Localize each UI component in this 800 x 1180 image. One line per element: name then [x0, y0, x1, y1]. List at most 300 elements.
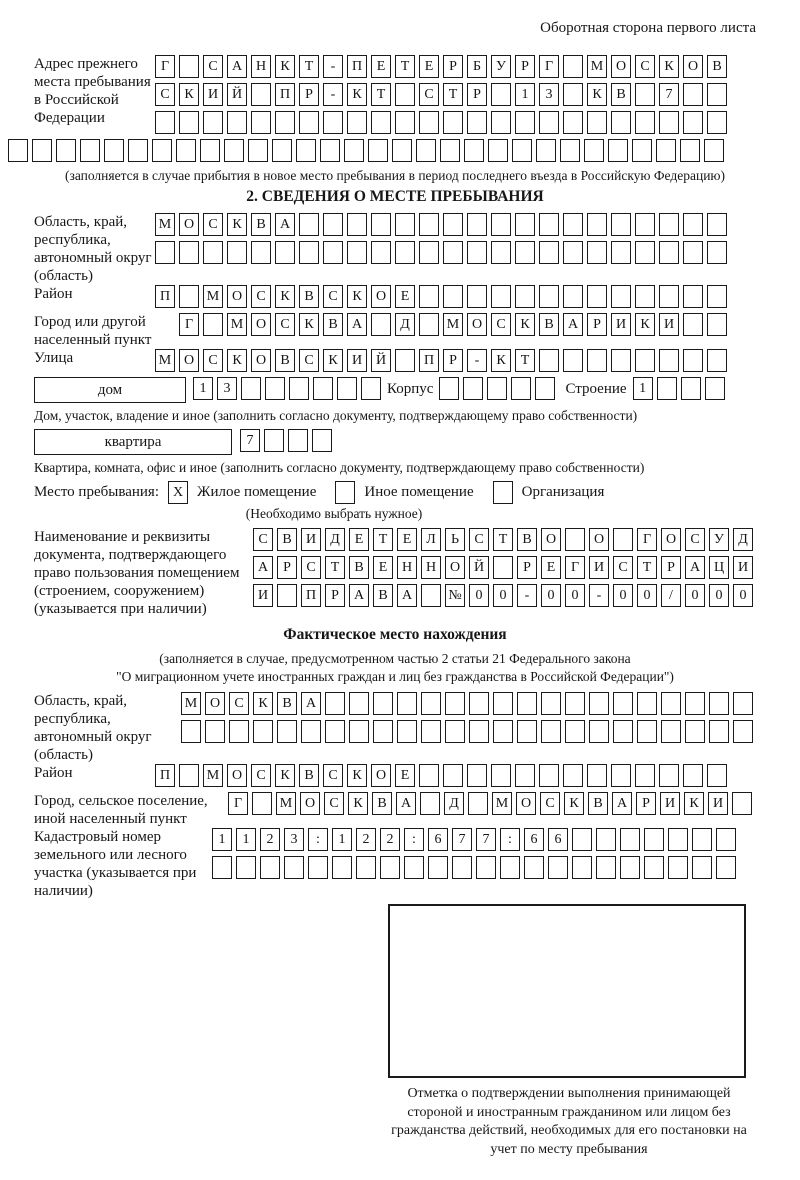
- char-box[interactable]: 0: [493, 584, 513, 607]
- char-box[interactable]: Р: [587, 313, 607, 336]
- char-box[interactable]: [468, 792, 488, 815]
- char-box[interactable]: [707, 213, 727, 236]
- char-box[interactable]: 0: [565, 584, 585, 607]
- apartment-type-box[interactable]: квартира: [34, 429, 232, 455]
- char-box[interactable]: [491, 213, 511, 236]
- char-box[interactable]: Т: [371, 83, 391, 106]
- char-box[interactable]: [565, 720, 585, 743]
- char-box[interactable]: [419, 111, 439, 134]
- char-box[interactable]: [443, 285, 463, 308]
- char-box[interactable]: [253, 720, 273, 743]
- char-box[interactable]: [613, 720, 633, 743]
- char-box[interactable]: [707, 764, 727, 787]
- char-box[interactable]: К: [659, 55, 679, 78]
- char-box[interactable]: [596, 828, 616, 851]
- char-box[interactable]: М: [443, 313, 463, 336]
- char-box[interactable]: [443, 241, 463, 264]
- char-box[interactable]: [709, 692, 729, 715]
- char-box[interactable]: И: [659, 313, 679, 336]
- char-box[interactable]: [491, 764, 511, 787]
- char-box[interactable]: Г: [637, 528, 657, 551]
- char-box[interactable]: [312, 429, 332, 452]
- char-box[interactable]: Й: [469, 556, 489, 579]
- char-box[interactable]: [707, 349, 727, 372]
- char-box[interactable]: С: [323, 285, 343, 308]
- char-box[interactable]: [419, 313, 439, 336]
- char-box[interactable]: П: [155, 764, 175, 787]
- char-box[interactable]: [707, 111, 727, 134]
- char-box[interactable]: [443, 111, 463, 134]
- char-box[interactable]: А: [612, 792, 632, 815]
- char-box[interactable]: [584, 139, 604, 162]
- char-box[interactable]: Р: [661, 556, 681, 579]
- char-box[interactable]: К: [684, 792, 704, 815]
- char-box[interactable]: В: [299, 285, 319, 308]
- char-box[interactable]: Р: [299, 83, 319, 106]
- char-box[interactable]: К: [253, 692, 273, 715]
- char-box[interactable]: [681, 377, 701, 400]
- char-box[interactable]: [563, 111, 583, 134]
- char-box[interactable]: [613, 692, 633, 715]
- char-box[interactable]: [683, 213, 703, 236]
- char-box[interactable]: [563, 349, 583, 372]
- char-box[interactable]: [611, 241, 631, 264]
- char-box[interactable]: [179, 764, 199, 787]
- char-box[interactable]: [541, 720, 561, 743]
- char-box[interactable]: [469, 692, 489, 715]
- char-box[interactable]: С: [155, 83, 175, 106]
- char-box[interactable]: [323, 241, 343, 264]
- char-box[interactable]: [248, 139, 268, 162]
- char-box[interactable]: И: [301, 528, 321, 551]
- char-box[interactable]: Р: [443, 55, 463, 78]
- char-box[interactable]: А: [227, 55, 247, 78]
- char-box[interactable]: М: [587, 55, 607, 78]
- char-box[interactable]: [325, 692, 345, 715]
- char-box[interactable]: [733, 720, 753, 743]
- char-box[interactable]: [611, 285, 631, 308]
- char-box[interactable]: [541, 692, 561, 715]
- char-box[interactable]: 1: [332, 828, 352, 851]
- char-box[interactable]: [709, 720, 729, 743]
- char-box[interactable]: [236, 856, 256, 879]
- char-box[interactable]: [515, 213, 535, 236]
- char-box[interactable]: [515, 764, 535, 787]
- char-box[interactable]: [491, 241, 511, 264]
- char-box[interactable]: О: [445, 556, 465, 579]
- char-box[interactable]: Е: [419, 55, 439, 78]
- char-box[interactable]: 0: [613, 584, 633, 607]
- char-box[interactable]: [560, 139, 580, 162]
- char-box[interactable]: [356, 856, 376, 879]
- char-box[interactable]: В: [611, 83, 631, 106]
- char-box[interactable]: [635, 241, 655, 264]
- char-box[interactable]: [572, 828, 592, 851]
- char-box[interactable]: [635, 764, 655, 787]
- char-box[interactable]: [589, 720, 609, 743]
- char-box[interactable]: [589, 692, 609, 715]
- char-box[interactable]: [488, 139, 508, 162]
- char-box[interactable]: В: [707, 55, 727, 78]
- char-box[interactable]: [493, 556, 513, 579]
- char-box[interactable]: [685, 720, 705, 743]
- char-box[interactable]: Т: [443, 83, 463, 106]
- char-box[interactable]: К: [179, 83, 199, 106]
- char-box[interactable]: [289, 377, 309, 400]
- char-box[interactable]: [320, 139, 340, 162]
- char-box[interactable]: [419, 285, 439, 308]
- char-box[interactable]: С: [491, 313, 511, 336]
- char-box[interactable]: [515, 111, 535, 134]
- char-box[interactable]: [416, 139, 436, 162]
- char-box[interactable]: -: [323, 83, 343, 106]
- char-box[interactable]: [179, 241, 199, 264]
- char-box[interactable]: [179, 285, 199, 308]
- char-box[interactable]: [313, 377, 333, 400]
- char-box[interactable]: С: [203, 213, 223, 236]
- char-box[interactable]: [587, 285, 607, 308]
- char-box[interactable]: В: [299, 764, 319, 787]
- char-box[interactable]: [332, 856, 352, 879]
- char-box[interactable]: [440, 139, 460, 162]
- char-box[interactable]: [445, 720, 465, 743]
- char-box[interactable]: К: [275, 285, 295, 308]
- char-box[interactable]: Т: [515, 349, 535, 372]
- char-box[interactable]: А: [347, 313, 367, 336]
- char-box[interactable]: В: [277, 528, 297, 551]
- char-box[interactable]: Е: [395, 285, 415, 308]
- char-box[interactable]: [152, 139, 172, 162]
- char-box[interactable]: М: [203, 764, 223, 787]
- char-box[interactable]: [428, 856, 448, 879]
- char-box[interactable]: [467, 213, 487, 236]
- char-box[interactable]: [563, 83, 583, 106]
- char-box[interactable]: [635, 349, 655, 372]
- char-box[interactable]: Д: [444, 792, 464, 815]
- char-box[interactable]: Й: [227, 83, 247, 106]
- char-box[interactable]: Н: [397, 556, 417, 579]
- char-box[interactable]: -: [323, 55, 343, 78]
- char-box[interactable]: [733, 692, 753, 715]
- char-box[interactable]: [419, 764, 439, 787]
- char-box[interactable]: [661, 720, 681, 743]
- char-box[interactable]: Р: [443, 349, 463, 372]
- char-box[interactable]: [347, 213, 367, 236]
- char-box[interactable]: К: [275, 55, 295, 78]
- char-box[interactable]: [421, 692, 441, 715]
- checkbox-organizacia[interactable]: [493, 481, 513, 504]
- char-box[interactable]: [337, 377, 357, 400]
- char-box[interactable]: А: [253, 556, 273, 579]
- char-box[interactable]: С: [299, 349, 319, 372]
- char-box[interactable]: [515, 285, 535, 308]
- char-box[interactable]: А: [396, 792, 416, 815]
- char-box[interactable]: [275, 241, 295, 264]
- char-box[interactable]: [275, 111, 295, 134]
- char-box[interactable]: И: [203, 83, 223, 106]
- char-box[interactable]: [596, 856, 616, 879]
- char-box[interactable]: Е: [371, 55, 391, 78]
- char-box[interactable]: В: [275, 349, 295, 372]
- char-box[interactable]: Р: [467, 83, 487, 106]
- char-box[interactable]: О: [683, 55, 703, 78]
- char-box[interactable]: Й: [371, 349, 391, 372]
- char-box[interactable]: В: [251, 213, 271, 236]
- char-box[interactable]: [683, 285, 703, 308]
- char-box[interactable]: Н: [251, 55, 271, 78]
- checkbox-inoe[interactable]: [335, 481, 355, 504]
- char-box[interactable]: 3: [539, 83, 559, 106]
- char-box[interactable]: [657, 377, 677, 400]
- char-box[interactable]: [176, 139, 196, 162]
- char-box[interactable]: [395, 83, 415, 106]
- char-box[interactable]: [535, 377, 555, 400]
- char-box[interactable]: [659, 213, 679, 236]
- char-box[interactable]: [439, 377, 459, 400]
- char-box[interactable]: [644, 856, 664, 879]
- char-box[interactable]: [467, 111, 487, 134]
- char-box[interactable]: 1: [633, 377, 653, 400]
- char-box[interactable]: [443, 764, 463, 787]
- char-box[interactable]: [563, 55, 583, 78]
- char-box[interactable]: И: [611, 313, 631, 336]
- char-box[interactable]: [683, 764, 703, 787]
- char-box[interactable]: [661, 692, 681, 715]
- char-box[interactable]: [32, 139, 52, 162]
- char-box[interactable]: 0: [541, 584, 561, 607]
- char-box[interactable]: Г: [228, 792, 248, 815]
- char-box[interactable]: К: [227, 213, 247, 236]
- char-box[interactable]: [80, 139, 100, 162]
- char-box[interactable]: [347, 111, 367, 134]
- char-box[interactable]: [395, 241, 415, 264]
- char-box[interactable]: Н: [421, 556, 441, 579]
- char-box[interactable]: М: [155, 213, 175, 236]
- char-box[interactable]: П: [155, 285, 175, 308]
- char-box[interactable]: [704, 139, 724, 162]
- char-box[interactable]: 7: [659, 83, 679, 106]
- char-box[interactable]: [299, 241, 319, 264]
- char-box[interactable]: Е: [397, 528, 417, 551]
- char-box[interactable]: 0: [469, 584, 489, 607]
- char-box[interactable]: 7: [476, 828, 496, 851]
- char-box[interactable]: С: [469, 528, 489, 551]
- char-box[interactable]: 6: [428, 828, 448, 851]
- char-box[interactable]: [264, 429, 284, 452]
- char-box[interactable]: [587, 764, 607, 787]
- char-box[interactable]: С: [613, 556, 633, 579]
- char-box[interactable]: Т: [325, 556, 345, 579]
- char-box[interactable]: [637, 692, 657, 715]
- char-box[interactable]: [683, 241, 703, 264]
- char-box[interactable]: /: [661, 584, 681, 607]
- char-box[interactable]: [404, 856, 424, 879]
- char-box[interactable]: [565, 692, 585, 715]
- char-box[interactable]: [491, 111, 511, 134]
- char-box[interactable]: [373, 720, 393, 743]
- char-box[interactable]: А: [275, 213, 295, 236]
- char-box[interactable]: [419, 241, 439, 264]
- char-box[interactable]: [181, 720, 201, 743]
- char-box[interactable]: [683, 349, 703, 372]
- char-box[interactable]: [611, 111, 631, 134]
- char-box[interactable]: К: [347, 83, 367, 106]
- char-box[interactable]: [323, 213, 343, 236]
- char-box[interactable]: [637, 720, 657, 743]
- char-box[interactable]: [587, 349, 607, 372]
- char-box[interactable]: 7: [240, 429, 260, 452]
- char-box[interactable]: И: [660, 792, 680, 815]
- char-box[interactable]: О: [589, 528, 609, 551]
- char-box[interactable]: О: [179, 349, 199, 372]
- char-box[interactable]: О: [371, 285, 391, 308]
- char-box[interactable]: №: [445, 584, 465, 607]
- char-box[interactable]: [200, 139, 220, 162]
- char-box[interactable]: [659, 285, 679, 308]
- char-box[interactable]: [539, 285, 559, 308]
- char-box[interactable]: Д: [325, 528, 345, 551]
- char-box[interactable]: [272, 139, 292, 162]
- char-box[interactable]: С: [203, 349, 223, 372]
- char-box[interactable]: К: [515, 313, 535, 336]
- char-box[interactable]: О: [300, 792, 320, 815]
- char-box[interactable]: [373, 692, 393, 715]
- char-box[interactable]: Р: [325, 584, 345, 607]
- char-box[interactable]: [299, 111, 319, 134]
- char-box[interactable]: [620, 856, 640, 879]
- char-box[interactable]: 2: [260, 828, 280, 851]
- char-box[interactable]: [572, 856, 592, 879]
- house-type-box[interactable]: дом: [34, 377, 186, 403]
- char-box[interactable]: [203, 111, 223, 134]
- char-box[interactable]: В: [372, 792, 392, 815]
- char-box[interactable]: [371, 241, 391, 264]
- char-box[interactable]: 1: [236, 828, 256, 851]
- char-box[interactable]: [683, 111, 703, 134]
- char-box[interactable]: С: [635, 55, 655, 78]
- char-box[interactable]: [659, 241, 679, 264]
- char-box[interactable]: [251, 83, 271, 106]
- char-box[interactable]: [467, 764, 487, 787]
- char-box[interactable]: П: [347, 55, 367, 78]
- char-box[interactable]: [705, 377, 725, 400]
- char-box[interactable]: Р: [515, 55, 535, 78]
- char-box[interactable]: [252, 792, 272, 815]
- char-box[interactable]: Г: [539, 55, 559, 78]
- char-box[interactable]: О: [251, 313, 271, 336]
- char-box[interactable]: Г: [155, 55, 175, 78]
- char-box[interactable]: [539, 241, 559, 264]
- char-box[interactable]: 1: [212, 828, 232, 851]
- char-box[interactable]: [452, 856, 472, 879]
- char-box[interactable]: [349, 692, 369, 715]
- char-box[interactable]: [260, 856, 280, 879]
- char-box[interactable]: [212, 856, 232, 879]
- char-box[interactable]: [692, 828, 712, 851]
- char-box[interactable]: [371, 111, 391, 134]
- char-box[interactable]: П: [301, 584, 321, 607]
- char-box[interactable]: Б: [467, 55, 487, 78]
- char-box[interactable]: [128, 139, 148, 162]
- char-box[interactable]: [487, 377, 507, 400]
- char-box[interactable]: У: [491, 55, 511, 78]
- char-box[interactable]: Т: [395, 55, 415, 78]
- char-box[interactable]: [539, 111, 559, 134]
- char-box[interactable]: [659, 764, 679, 787]
- char-box[interactable]: 7: [452, 828, 472, 851]
- char-box[interactable]: [493, 720, 513, 743]
- char-box[interactable]: [392, 139, 412, 162]
- char-box[interactable]: Т: [299, 55, 319, 78]
- char-box[interactable]: [420, 792, 440, 815]
- char-box[interactable]: [419, 213, 439, 236]
- char-box[interactable]: [308, 856, 328, 879]
- char-box[interactable]: К: [587, 83, 607, 106]
- char-box[interactable]: [707, 241, 727, 264]
- char-box[interactable]: О: [516, 792, 536, 815]
- char-box[interactable]: -: [589, 584, 609, 607]
- char-box[interactable]: [668, 856, 688, 879]
- char-box[interactable]: [349, 720, 369, 743]
- char-box[interactable]: С: [324, 792, 344, 815]
- char-box[interactable]: М: [276, 792, 296, 815]
- char-box[interactable]: К: [275, 764, 295, 787]
- char-box[interactable]: [707, 83, 727, 106]
- char-box[interactable]: [395, 213, 415, 236]
- char-box[interactable]: С: [251, 285, 271, 308]
- char-box[interactable]: В: [349, 556, 369, 579]
- char-box[interactable]: С: [540, 792, 560, 815]
- char-box[interactable]: [227, 241, 247, 264]
- char-box[interactable]: [716, 856, 736, 879]
- char-box[interactable]: [397, 720, 417, 743]
- char-box[interactable]: О: [205, 692, 225, 715]
- char-box[interactable]: О: [371, 764, 391, 787]
- char-box[interactable]: -: [517, 584, 537, 607]
- char-box[interactable]: [179, 55, 199, 78]
- char-box[interactable]: 2: [356, 828, 376, 851]
- char-box[interactable]: И: [733, 556, 753, 579]
- char-box[interactable]: [179, 111, 199, 134]
- char-box[interactable]: Р: [517, 556, 537, 579]
- char-box[interactable]: 1: [515, 83, 535, 106]
- char-box[interactable]: [445, 692, 465, 715]
- char-box[interactable]: У: [709, 528, 729, 551]
- char-box[interactable]: [155, 111, 175, 134]
- char-box[interactable]: О: [661, 528, 681, 551]
- char-box[interactable]: [635, 285, 655, 308]
- char-box[interactable]: [155, 241, 175, 264]
- char-box[interactable]: [707, 285, 727, 308]
- char-box[interactable]: [587, 241, 607, 264]
- char-box[interactable]: И: [589, 556, 609, 579]
- char-box[interactable]: В: [588, 792, 608, 815]
- char-box[interactable]: В: [277, 692, 297, 715]
- char-box[interactable]: [397, 692, 417, 715]
- char-box[interactable]: О: [227, 764, 247, 787]
- char-box[interactable]: [563, 764, 583, 787]
- char-box[interactable]: [296, 139, 316, 162]
- char-box[interactable]: 6: [524, 828, 544, 851]
- char-box[interactable]: [361, 377, 381, 400]
- char-box[interactable]: О: [611, 55, 631, 78]
- char-box[interactable]: [8, 139, 28, 162]
- char-box[interactable]: В: [373, 584, 393, 607]
- char-box[interactable]: Ь: [445, 528, 465, 551]
- char-box[interactable]: [347, 241, 367, 264]
- char-box[interactable]: [463, 377, 483, 400]
- char-box[interactable]: 0: [637, 584, 657, 607]
